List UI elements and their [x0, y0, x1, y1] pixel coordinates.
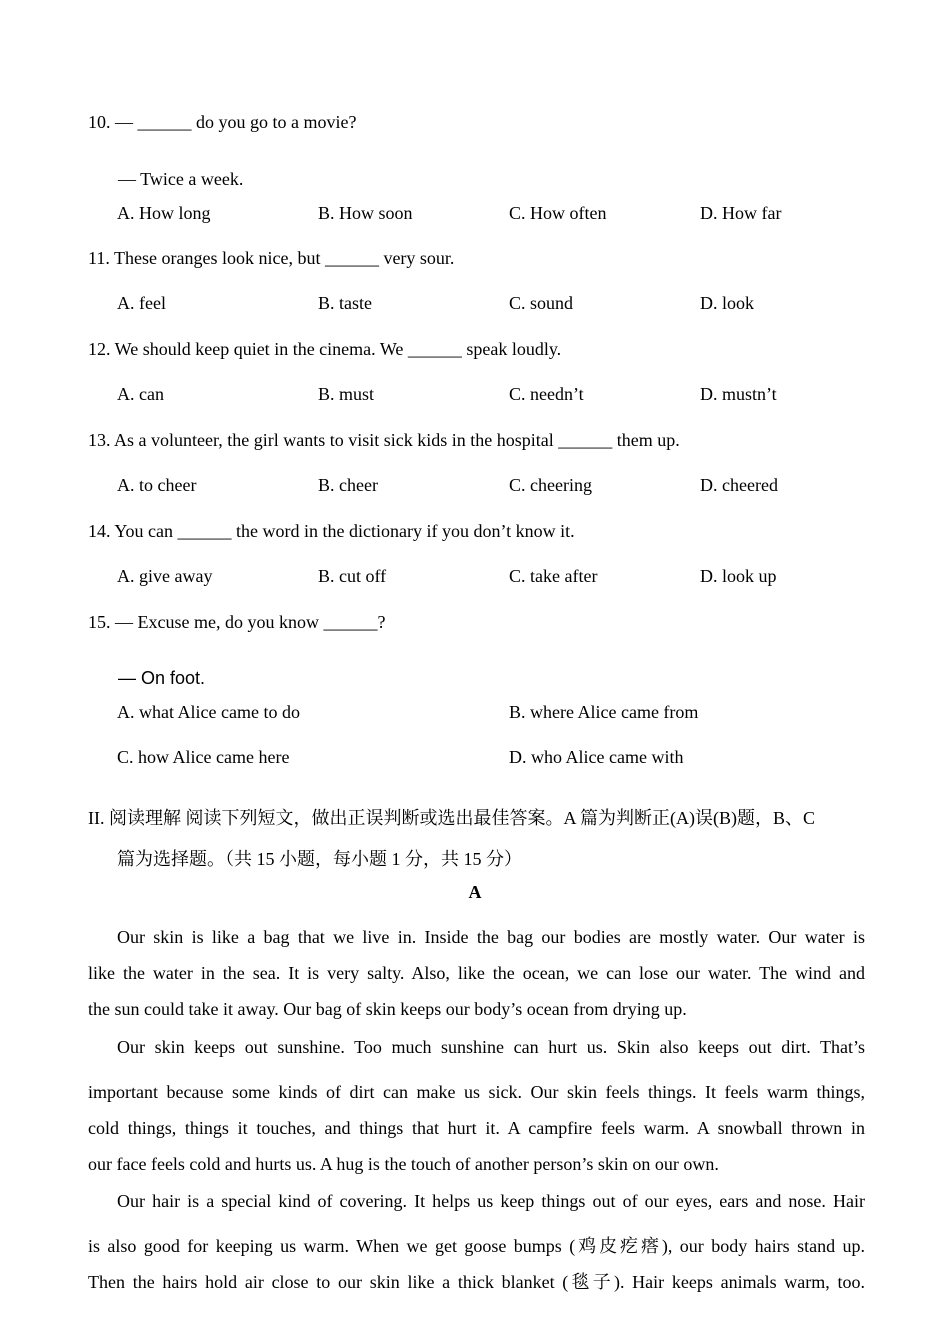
question-15-reply: — On foot.: [118, 668, 206, 688]
question-10-option-d: D. How far: [700, 203, 782, 223]
question-15-option-b: B. where Alice came from: [509, 702, 699, 722]
question-12-option-a: A. can: [117, 384, 164, 404]
question-10-option-c: C. How often: [509, 203, 607, 223]
paragraph-1-line-3: the sun could take it away. Our bag of skin keeps our body’s ocean from drying up.: [88, 999, 687, 1019]
question-12-option-b: B. must: [318, 384, 375, 404]
question-11-option-a: A. feel: [117, 293, 166, 313]
question-10-option-b: B. How soon: [318, 203, 413, 223]
passage-title: A: [468, 882, 482, 902]
question-11-option-b: B. taste: [318, 293, 372, 313]
paragraph-3-line-2: is also good for keeping us warm. When we get goose bumps (鸡皮疙瘩), our body hairs stand up.: [88, 1236, 865, 1256]
section-heading-line-1: II. 阅读理解 阅读下列短文，做出正误判断或选出最佳答案。A 篇为判断正(A)误(B)题，B、C: [88, 808, 815, 828]
question-10-stem: 10. — ______ do you go to a movie?: [88, 112, 357, 132]
question-13-option-d: D. cheered: [700, 475, 778, 495]
question-11-option-c: C. sound: [509, 293, 574, 313]
paragraph-2-line-4: our face feels cold and hurts us. A hug is the touch of another person’s skin on our own.: [88, 1154, 719, 1174]
question-14-option-a: A. give away: [117, 566, 213, 586]
question-12-option-c: C. needn’t: [509, 384, 584, 404]
question-11-stem: 11. These oranges look nice, but ______ very sour.: [88, 248, 455, 268]
question-15-stem: 15. — Excuse me, do you know ______?: [88, 612, 386, 632]
question-14-option-d: D. look up: [700, 566, 777, 586]
question-10-reply: — Twice a week.: [118, 169, 244, 189]
question-15-option-a: A. what Alice came to do: [117, 702, 300, 722]
question-15-option-c: C. how Alice came here: [117, 747, 290, 767]
paragraph-1-line-2: like the water in the sea. It is very salty. Also, like the ocean, we can lose our water. The wind and: [88, 963, 865, 983]
question-12-stem: 12. We should keep quiet in the cinema. We ______ speak loudly.: [88, 339, 562, 359]
question-13-option-a: A. to cheer: [117, 475, 197, 495]
paragraph-2-line-2: important because some kinds of dirt can make us sick. Our skin feels things. It feels warm things,: [88, 1082, 865, 1102]
question-13-option-b: B. cheer: [318, 475, 378, 495]
paragraph-2-line-1: Our skin keeps out sunshine. Too much sunshine can hurt us. Skin also keeps out dirt. That’s: [117, 1037, 865, 1057]
passage-paragraph-3: [88, 1190, 865, 1293]
paragraph-2-line-3: cold things, things it touches, and things that hurt it. A campfire feels warm. A snowball thrown in: [88, 1118, 865, 1138]
question-14-option-b: B. cut off: [318, 566, 387, 586]
question-14-stem: 14. You can ______ the word in the dictionary if you don’t know it.: [88, 521, 575, 541]
paragraph-3-line-1: Our hair is a special kind of covering. It helps us keep things out of our eyes, ears and nose. Hair: [117, 1191, 865, 1211]
question-10-option-a: A. How long: [117, 203, 211, 223]
section-heading-line-2: 篇为选择题。（共 15 小题，每小题 1 分，共 15 分）: [117, 849, 522, 869]
question-12-option-d: D. mustn’t: [700, 384, 777, 404]
passage-paragraph-1: [88, 926, 865, 1020]
question-14-option-c: C. take after: [509, 566, 598, 586]
question-11-option-d: D. look: [700, 293, 754, 313]
question-15-option-d: D. who Alice came with: [509, 747, 684, 767]
question-13-option-c: C. cheering: [509, 475, 592, 495]
question-13-stem: 13. As a volunteer, the girl wants to visit sick kids in the hospital ______ them up.: [88, 430, 680, 450]
passage-paragraph-2: [88, 1036, 865, 1175]
paragraph-1-line-1: Our skin is like a bag that we live in. Inside the bag our bodies are mostly water. Our water is: [117, 927, 865, 947]
paragraph-3-line-3: Then the hairs hold air close to our skin like a thick blanket (毯子). Hair keeps animals warm, too.: [88, 1272, 865, 1292]
